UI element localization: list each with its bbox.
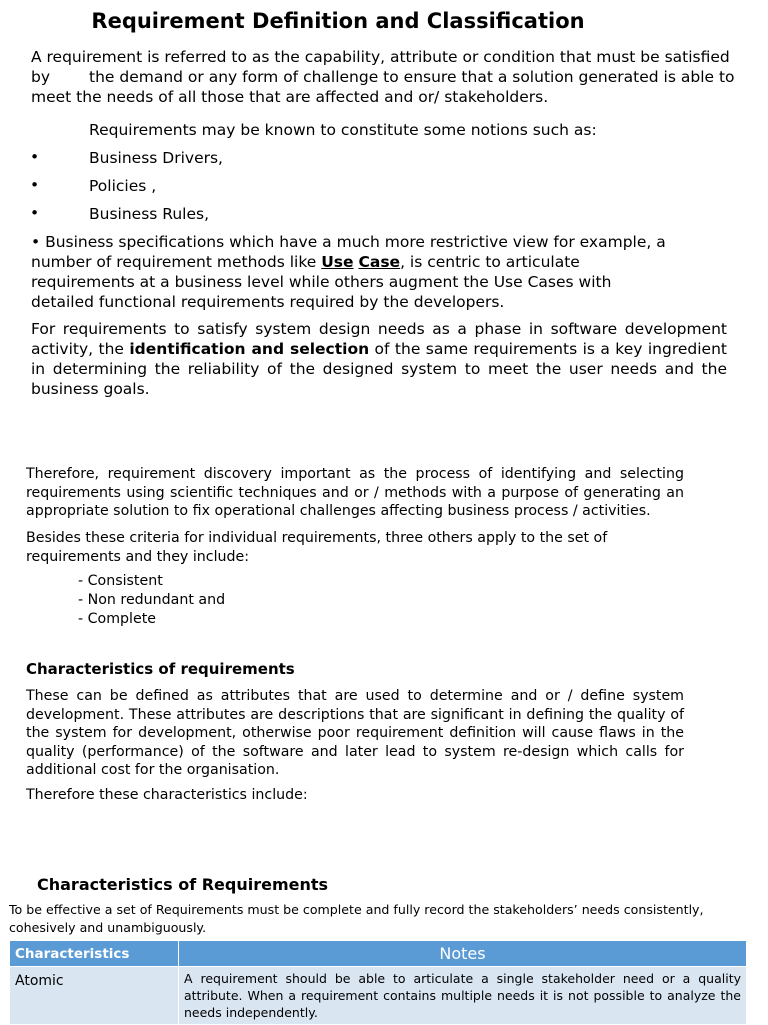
business-specs-line-4: detailed functional requirements required by the developers. bbox=[31, 293, 505, 311]
emphasis-text: identification and selection bbox=[129, 340, 370, 358]
characteristics-heading: Characteristics of requirements bbox=[26, 660, 295, 678]
table-row bbox=[10, 967, 747, 1025]
use-case-term-case: Case bbox=[358, 253, 401, 271]
table-intro: To be effective a set of Requirements must be complete and fully record the stakeholders’ needs consistently, cohesively and unambiguously. bbox=[9, 902, 704, 935]
discovery-paragraph: Therefore, requirement discovery important as the process of identifying and selecting requirements using scientific techniques and or / methods with a purpose of generating an appropriate solution to fix operational challenges affecting business process / activities. bbox=[26, 466, 684, 519]
bullet-marker: • bbox=[30, 176, 40, 194]
note-cell: A requirement should be able to articulate a single stakeholder need or a quality attribute. When a requirement contains multiple needs it is not possible to analyze the needs independently. bbox=[179, 967, 747, 1025]
list-item: Policies , bbox=[89, 177, 157, 195]
characteristics-paragraph: These can be defined as attributes that are used to determine and or / define system development. These attributes are descriptions that are significant in defining the quality of the system for development, otherwise poor requirement definition will cause flaws in the quality (performance) of the software and later lead to system re-design which calls for additional cost for the organisation. bbox=[26, 688, 684, 778]
bullet-marker: • bbox=[31, 233, 41, 251]
text: number of requirement methods like bbox=[31, 253, 322, 271]
intro-line-3: meet the needs of all those that are affected and or/ stakeholders. bbox=[31, 88, 549, 106]
characteristic-cell: Atomic bbox=[10, 967, 179, 1025]
list-item: - Complete bbox=[78, 611, 157, 627]
text: , is centric to articulate bbox=[400, 253, 580, 271]
table-heading: Characteristics of Requirements bbox=[37, 875, 329, 894]
business-specs-line-3: requirements at a business level while others augment the Use Cases with bbox=[31, 273, 612, 291]
bullet-marker: • bbox=[30, 148, 40, 166]
business-specs-line-1 bbox=[31, 232, 731, 252]
therefore-line: Therefore these characteristics include: bbox=[26, 787, 308, 803]
characteristics-table bbox=[9, 940, 747, 1025]
column-header-characteristics: Characteristics bbox=[10, 941, 179, 967]
list-item: Business Rules, bbox=[89, 205, 210, 223]
text: For requirements to satisfy system design needs as a phase in software development activity, the bbox=[31, 320, 727, 358]
design-paragraph bbox=[31, 319, 727, 399]
business-specs-text: Business specifications which have a much more restrictive view for example, a bbox=[45, 233, 666, 251]
criteria-paragraph: Besides these criteria for individual requirements, three others apply to the set of requirements and they include: bbox=[26, 530, 608, 565]
list-item: - Consistent bbox=[78, 573, 163, 589]
intro-line-2: the demand or any form of challenge to ensure that a solution generated is able to bbox=[89, 68, 735, 86]
notions-intro: Requirements may be known to constitute some notions such as: bbox=[89, 121, 597, 139]
business-specs-line-2 bbox=[31, 252, 731, 272]
page-title: Requirement Definition and Classification bbox=[91, 9, 585, 33]
bullet-marker: • bbox=[30, 204, 40, 222]
table-header-row bbox=[10, 941, 747, 967]
list-item: - Non redundant and bbox=[78, 592, 226, 608]
text: of the same requirements is a key ingredient in determining the reliability of the designed system to meet the user needs and the business goals. bbox=[31, 340, 727, 398]
intro-line-1: A requirement is referred to as the capability, attribute or condition that must be satisfied by bbox=[31, 48, 730, 86]
list-item: Business Drivers, bbox=[89, 149, 223, 167]
column-header-notes: Notes bbox=[179, 941, 747, 967]
use-case-term-use: Use bbox=[321, 253, 354, 271]
